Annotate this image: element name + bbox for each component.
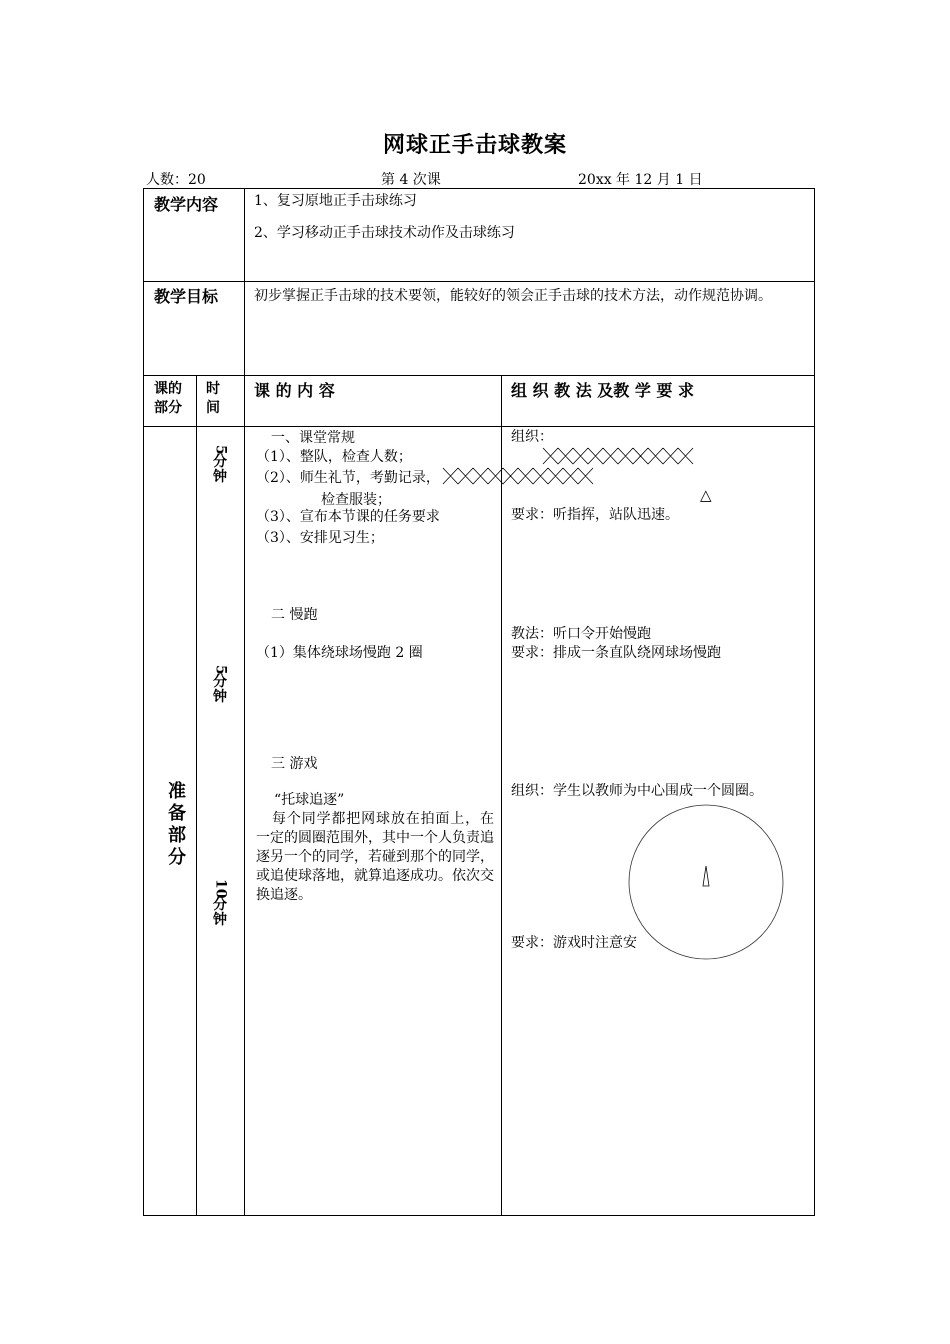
student-row-2 xyxy=(443,468,593,484)
content-line-2: 2、学习移动正手击球技术动作及击球练习 xyxy=(254,225,515,241)
org-label-1: 组织： xyxy=(511,429,553,445)
header-part: 课的 部分 xyxy=(154,381,182,416)
routine-heading: 一、课堂常规 xyxy=(271,430,355,446)
routine-item-4: （3）、宣布本节课的任务要求 xyxy=(256,509,440,525)
routine-item-3: 检查服装； xyxy=(321,492,391,508)
game-rules: 每个同学都把网球放在拍面上，在一定的圆圈范围外，其中一个人负责追逐另一个的同学，若碰到那个的同学，或追使球落地，就算追逐成功。依次交换追逐。 xyxy=(256,811,494,903)
org-requirement-2: 要求：排成一条直队绕网球场慢跑 xyxy=(511,645,721,661)
page-title: 网球正手击球教案 xyxy=(382,132,567,158)
goal-label: 教学目标 xyxy=(154,287,219,306)
section-name: 准备部分 xyxy=(168,781,186,868)
org-method-2: 教法：听口令开始慢跑 xyxy=(511,626,651,642)
game-circle-diagram xyxy=(629,805,783,959)
org-requirement-3: 要求：游戏时注意安 xyxy=(511,935,637,951)
student-row-1 xyxy=(543,448,693,464)
teacher-triangle-icon: △ xyxy=(700,486,712,504)
routine-item-2: （2）、师生礼节，考勤记录， xyxy=(256,470,440,486)
student-count: 人数：20 xyxy=(146,172,206,188)
jog-heading: 二 慢跑 xyxy=(271,607,318,623)
org-organization-3: 组织：学生以教师为中心围成一个圆圈。 xyxy=(511,783,763,799)
header-time: 时 间 xyxy=(206,381,220,416)
content-label: 教学内容 xyxy=(154,195,219,214)
routine-item-5: （3）、安排见习生； xyxy=(256,530,384,546)
time-label-3: 10 分 钟 xyxy=(212,879,229,929)
header-organization: 组 织 教 法 及教 学 要 求 xyxy=(511,381,694,400)
time-label-2: 5 分 钟 xyxy=(212,665,229,705)
lesson-date: 20xx 年 12 月 1 日 xyxy=(578,172,703,188)
game-heading: 三 游戏 xyxy=(271,756,318,772)
header-lesson-content: 课 的 内 容 xyxy=(254,381,335,400)
teacher-center-icon xyxy=(703,866,709,886)
time-label-1: 5 分 钟 xyxy=(212,445,229,485)
lesson-number: 第 4 次课 xyxy=(381,172,441,188)
jog-item: （1）集体绕球场慢跑 2 圈 xyxy=(256,645,423,661)
game-name: “托球追逐” xyxy=(274,792,345,808)
org-requirement-1: 要求：听指挥，站队迅速。 xyxy=(511,507,679,523)
routine-item-1: （1）、整队，检查人数； xyxy=(256,449,412,465)
goal-text: 初步掌握正手击球的技术要领，能较好的领会正手击球的技术方法，动作规范协调。 xyxy=(254,288,772,304)
content-line-1: 1、复习原地正手击球练习 xyxy=(254,193,417,209)
